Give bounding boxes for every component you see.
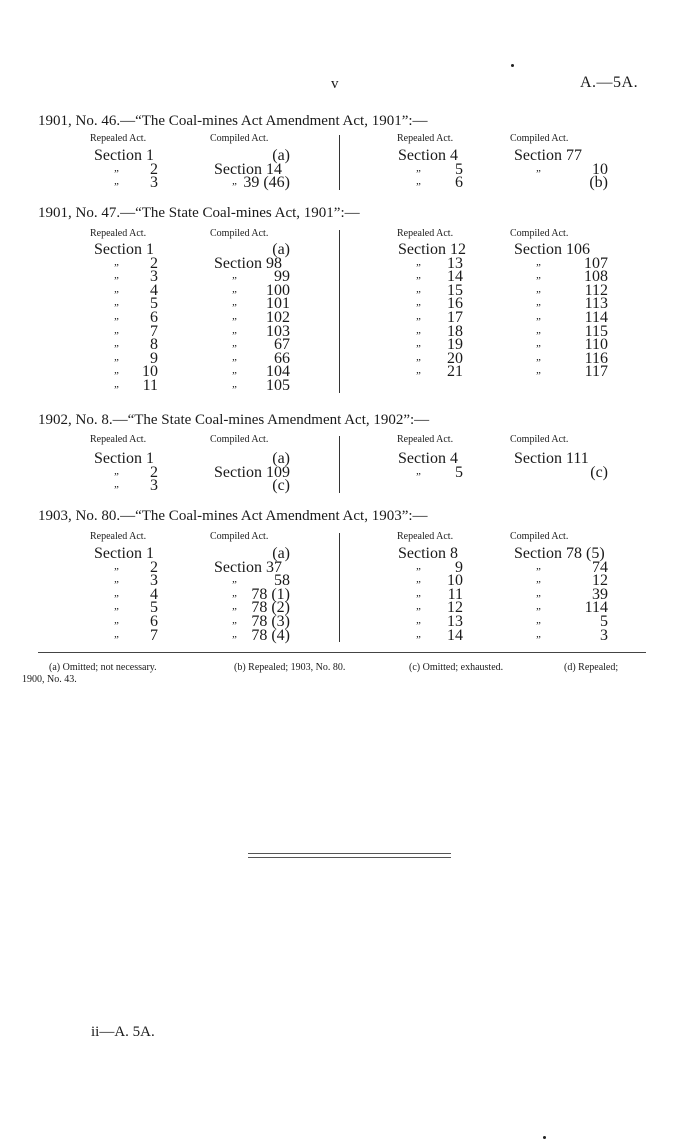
- ditto-mark: „: [114, 364, 121, 377]
- act-title: 1903, No. 80.—“The Coal-mines Act Amendment Act, 1903”:—: [38, 508, 428, 524]
- column-header-compiled: Compiled Act.: [210, 434, 269, 445]
- column-header-compiled: Compiled Act.: [510, 228, 569, 239]
- ditto-mark: „: [416, 161, 423, 174]
- speck-mark: [511, 64, 514, 67]
- repealed-cell: 10: [142, 363, 158, 381]
- compiled-cell: 10: [592, 160, 608, 178]
- ditto-mark: „: [536, 161, 543, 174]
- repealed-cell: 3: [150, 268, 158, 286]
- ditto-mark: „: [114, 573, 121, 586]
- ditto-mark: „: [114, 175, 121, 188]
- repealed-cell: 13: [447, 254, 463, 272]
- compiled-cell: 74: [592, 558, 608, 576]
- repealed-cell: 17: [447, 309, 463, 326]
- ditto-mark: „: [114, 282, 121, 295]
- compiled-cell: Section 98: [214, 254, 282, 272]
- repealed-cell: 10: [447, 572, 463, 590]
- column-divider: [339, 135, 340, 190]
- ditto-mark: „: [536, 364, 543, 377]
- ditto-mark: „: [536, 350, 543, 363]
- document-reference: A.—5A.: [580, 74, 639, 91]
- ditto-mark: „: [536, 559, 543, 572]
- act-title: 1901, No. 47.—“The State Coal-mines Act, 1901”:—: [38, 205, 360, 221]
- repealed-cell: 4: [150, 585, 158, 603]
- ditto-mark: „: [416, 350, 423, 363]
- compiled-cell: 39: [592, 585, 608, 603]
- compiled-cell: 39 (46): [243, 174, 290, 192]
- ditto-mark: „: [114, 600, 121, 613]
- act-title: 1901, No. 46.—“The Coal-mines Act Amendment Act, 1901”:—: [38, 113, 428, 129]
- column-header-repealed: Repealed Act.: [397, 434, 454, 445]
- compiled-cell: Section 77: [514, 147, 582, 164]
- ditto-mark: „: [114, 323, 121, 336]
- compiled-cell: 58: [274, 572, 290, 590]
- ditto-mark: „: [536, 586, 543, 599]
- compiled-cell: 78 (2): [251, 599, 290, 617]
- repealed-cell: Section 12: [398, 241, 466, 258]
- compiled-cell: 104: [266, 363, 290, 381]
- page-numeral: v: [331, 76, 339, 92]
- column-header-compiled: Compiled Act.: [210, 133, 269, 144]
- compiled-cell: 112: [584, 281, 608, 299]
- ditto-mark: „: [232, 296, 239, 309]
- compiled-cell: 110: [584, 336, 608, 354]
- compiled-cell: 78 (3): [251, 613, 290, 630]
- ditto-mark: „: [536, 573, 543, 586]
- repealed-cell: 7: [150, 322, 158, 340]
- ditto-mark: „: [416, 296, 423, 309]
- ditto-mark: „: [232, 573, 239, 586]
- ditto-mark: „: [416, 627, 423, 640]
- footer-page-ref: ii—A. 5A.: [91, 1024, 155, 1040]
- compiled-cell: (a): [272, 241, 290, 258]
- ditto-mark: „: [536, 627, 543, 640]
- ditto-mark: „: [416, 573, 423, 586]
- ditto-mark: „: [416, 269, 423, 282]
- column-header-compiled: Compiled Act.: [510, 531, 569, 542]
- repealed-cell: 14: [447, 268, 463, 286]
- repealed-cell: 11: [142, 377, 158, 394]
- repealed-cell: Section 1: [94, 450, 154, 467]
- ditto-mark: „: [114, 310, 121, 322]
- repealed-cell: 9: [455, 558, 463, 576]
- repealed-cell: Section 1: [94, 147, 154, 164]
- repealed-cell: 15: [447, 281, 463, 299]
- column-header-compiled: Compiled Act.: [210, 531, 269, 542]
- ditto-mark: „: [114, 586, 121, 599]
- compiled-cell: 3: [600, 626, 608, 644]
- ditto-mark: „: [114, 378, 121, 390]
- compiled-cell: Section 14: [214, 160, 282, 178]
- ditto-mark: „: [114, 269, 121, 282]
- repealed-cell: 19: [447, 336, 463, 354]
- repealed-cell: 3: [150, 477, 158, 495]
- compiled-cell: (a): [272, 147, 290, 164]
- ditto-mark: „: [114, 559, 121, 572]
- compiled-cell: (c): [272, 477, 290, 495]
- ditto-mark: „: [536, 296, 543, 309]
- column-header-repealed: Repealed Act.: [90, 228, 147, 239]
- footnote-b: (b) Repealed; 1903, No. 80.: [234, 662, 346, 673]
- ditto-mark: „: [232, 269, 239, 282]
- repealed-cell: 2: [150, 463, 158, 481]
- ditto-mark: „: [416, 337, 423, 350]
- ditto-mark: „: [114, 337, 121, 350]
- compiled-cell: 66: [274, 349, 290, 367]
- footnote-d-continued: 1900, No. 43.: [22, 674, 77, 685]
- ditto-mark: „: [114, 296, 121, 309]
- compiled-cell: 107: [584, 254, 608, 272]
- ditto-mark: „: [536, 282, 543, 295]
- footnote-a: (a) Omitted; not necessary.: [49, 662, 157, 673]
- ditto-mark: „: [416, 464, 423, 477]
- ditto-mark: „: [232, 337, 239, 350]
- ditto-mark: „: [536, 614, 543, 626]
- column-header-repealed: Repealed Act.: [397, 228, 454, 239]
- ditto-mark: „: [232, 364, 239, 377]
- repealed-cell: 5: [150, 295, 158, 313]
- column-divider: [339, 436, 340, 493]
- double-rule: [248, 853, 451, 858]
- column-header-compiled: Compiled Act.: [510, 434, 569, 445]
- compiled-cell: 117: [584, 363, 608, 381]
- ditto-mark: „: [232, 614, 239, 626]
- repealed-cell: 9: [150, 349, 158, 367]
- repealed-cell: 2: [150, 254, 158, 272]
- column-header-repealed: Repealed Act.: [90, 531, 147, 542]
- repealed-cell: 21: [447, 363, 463, 381]
- compiled-cell: 99: [274, 268, 290, 286]
- compiled-cell: 113: [584, 295, 608, 313]
- column-header-repealed: Repealed Act.: [397, 531, 454, 542]
- ditto-mark: „: [416, 364, 423, 377]
- ditto-mark: „: [416, 282, 423, 295]
- compiled-cell: Section 109: [214, 463, 290, 481]
- ditto-mark: „: [232, 350, 239, 363]
- repealed-cell: 5: [150, 599, 158, 617]
- ditto-mark: „: [536, 337, 543, 350]
- compiled-cell: 114: [584, 599, 608, 617]
- ditto-mark: „: [416, 255, 423, 268]
- ditto-mark: „: [114, 255, 121, 268]
- column-header-repealed: Repealed Act.: [90, 133, 147, 144]
- ditto-mark: „: [114, 614, 121, 626]
- ditto-mark: „: [114, 478, 121, 491]
- ditto-mark: „: [536, 323, 543, 336]
- compiled-cell: (b): [589, 174, 608, 192]
- ditto-mark: „: [232, 586, 239, 599]
- compiled-cell: 78 (1): [251, 585, 290, 603]
- repealed-cell: 8: [150, 336, 158, 354]
- footnote-c: (c) Omitted; exhausted.: [409, 662, 504, 673]
- ditto-mark: „: [416, 323, 423, 336]
- repealed-cell: 18: [447, 322, 463, 340]
- compiled-cell: Section 111: [514, 450, 589, 467]
- compiled-cell: Section 106: [514, 241, 590, 258]
- column-divider: [339, 230, 340, 393]
- repealed-cell: 3: [150, 174, 158, 192]
- ditto-mark: „: [536, 310, 543, 322]
- repealed-cell: 20: [447, 349, 463, 367]
- ditto-mark: „: [416, 614, 423, 626]
- ditto-mark: „: [416, 586, 423, 599]
- footnote-rule: [38, 652, 646, 653]
- compiled-cell: (a): [272, 545, 290, 562]
- compiled-cell: 116: [584, 349, 608, 367]
- ditto-mark: „: [416, 175, 423, 188]
- repealed-cell: 7: [150, 626, 158, 644]
- ditto-mark: „: [536, 269, 543, 282]
- compiled-cell: 12: [592, 572, 608, 590]
- ditto-mark: „: [232, 378, 239, 390]
- speck-mark: [543, 1136, 546, 1139]
- column-header-repealed: Repealed Act.: [397, 133, 454, 144]
- compiled-cell: 102: [266, 309, 290, 326]
- repealed-cell: 4: [150, 281, 158, 299]
- ditto-mark: „: [416, 600, 423, 613]
- repealed-cell: 2: [150, 558, 158, 576]
- repealed-cell: 3: [150, 572, 158, 590]
- repealed-cell: Section 1: [94, 241, 154, 258]
- compiled-cell: 5: [600, 613, 608, 630]
- repealed-cell: 5: [455, 160, 463, 178]
- repealed-cell: Section 1: [94, 545, 154, 562]
- compiled-cell: 100: [266, 281, 290, 299]
- repealed-cell: 6: [150, 309, 158, 326]
- compiled-cell: 101: [266, 295, 290, 313]
- column-header-compiled: Compiled Act.: [210, 228, 269, 239]
- ditto-mark: „: [232, 627, 239, 640]
- repealed-cell: Section 4: [398, 147, 458, 164]
- ditto-mark: „: [114, 627, 121, 640]
- column-divider: [339, 533, 340, 642]
- ditto-mark: „: [416, 559, 423, 572]
- compiled-cell: (a): [272, 450, 290, 467]
- compiled-cell: 103: [266, 322, 290, 340]
- compiled-cell: Section 37: [214, 558, 282, 576]
- repealed-cell: 16: [447, 295, 463, 313]
- column-header-compiled: Compiled Act.: [510, 133, 569, 144]
- ditto-mark: „: [232, 282, 239, 295]
- ditto-mark: „: [536, 255, 543, 268]
- repealed-cell: 2: [150, 160, 158, 178]
- compiled-cell: 105: [266, 377, 290, 394]
- repealed-cell: 13: [447, 613, 463, 630]
- repealed-cell: 6: [455, 174, 463, 192]
- repealed-cell: 11: [447, 585, 463, 603]
- ditto-mark: „: [232, 175, 239, 188]
- repealed-cell: Section 4: [398, 450, 458, 467]
- repealed-cell: 5: [455, 463, 463, 481]
- repealed-cell: 6: [150, 613, 158, 630]
- ditto-mark: „: [232, 323, 239, 336]
- compiled-cell: 115: [584, 322, 608, 340]
- compiled-cell: 67: [274, 336, 290, 354]
- footnote-d: (d) Repealed;: [564, 662, 619, 673]
- repealed-cell: Section 8: [398, 545, 458, 562]
- ditto-mark: „: [114, 464, 121, 477]
- ditto-mark: „: [416, 310, 423, 322]
- ditto-mark: „: [232, 600, 239, 613]
- compiled-cell: 114: [584, 309, 608, 326]
- column-header-repealed: Repealed Act.: [90, 434, 147, 445]
- repealed-cell: 12: [447, 599, 463, 617]
- ditto-mark: „: [114, 350, 121, 363]
- compiled-cell: 78 (4): [251, 626, 290, 644]
- ditto-mark: „: [232, 310, 239, 322]
- repealed-cell: 14: [447, 626, 463, 644]
- compiled-cell: (c): [590, 463, 608, 481]
- ditto-mark: „: [114, 161, 121, 174]
- act-title: 1902, No. 8.—“The State Coal-mines Amendment Act, 1902”:—: [38, 412, 430, 428]
- compiled-cell: Section 78 (5): [514, 545, 605, 562]
- ditto-mark: „: [536, 600, 543, 613]
- compiled-cell: 108: [584, 268, 608, 286]
